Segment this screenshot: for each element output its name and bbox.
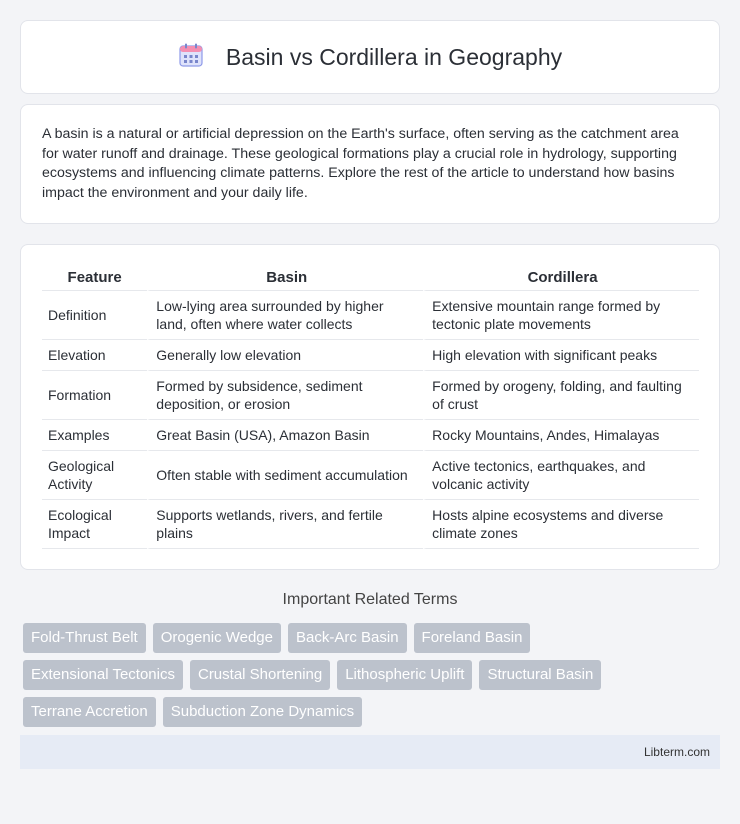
header-card xyxy=(20,20,720,94)
tag-structural-basin[interactable]: Structural Basin xyxy=(479,660,601,690)
tag-row xyxy=(23,697,723,727)
comparison-table xyxy=(42,265,699,549)
cell-basin: Often stable with sediment accumulation xyxy=(147,451,423,500)
tag-row xyxy=(23,660,723,690)
tag-crustal-shortening[interactable]: Crustal Shortening xyxy=(190,660,330,690)
table-row xyxy=(42,500,699,549)
footer xyxy=(20,735,720,769)
cell-feature: Examples xyxy=(42,420,147,451)
tag-subduction-zone-dynamics[interactable]: Subduction Zone Dynamics xyxy=(163,697,362,727)
cell-feature: Ecological Impact xyxy=(42,500,147,549)
cell-feature: Definition xyxy=(42,291,147,340)
cell-cordillera: Formed by orogeny, folding, and faulting of crust xyxy=(423,371,699,420)
tag-lithospheric-uplift[interactable]: Lithospheric Uplift xyxy=(337,660,472,690)
cell-cordillera: Active tectonics, earthquakes, and volcanic activity xyxy=(423,451,699,500)
table-row xyxy=(42,291,699,340)
tag-extensional-tectonics[interactable]: Extensional Tectonics xyxy=(23,660,183,690)
header-cordillera: Cordillera xyxy=(423,265,699,291)
tag-fold-thrust-belt[interactable]: Fold-Thrust Belt xyxy=(23,623,146,653)
cell-cordillera: Hosts alpine ecosystems and diverse climate zones xyxy=(423,500,699,549)
intro-card xyxy=(20,104,720,224)
related-terms-title: Important Related Terms xyxy=(282,591,458,608)
cell-cordillera: Rocky Mountains, Andes, Himalayas xyxy=(423,420,699,451)
cell-feature: Formation xyxy=(42,371,147,420)
table-row xyxy=(42,340,699,371)
tag-foreland-basin[interactable]: Foreland Basin xyxy=(414,623,531,653)
tag-terrane-accretion[interactable]: Terrane Accretion xyxy=(23,697,156,727)
tag-row xyxy=(23,623,723,653)
page-title: Basin vs Cordillera in Geography xyxy=(225,43,563,70)
intro-text: A basin is a natural or artificial depression on the Earth's surface, often serving as the catchment area for water runoff and drainage. These geological formations play a crucial role in hydrology, supporting ecosystems and influencing climate patterns. Explore the rest of the article to understand how basins impact the environment and your daily life. xyxy=(42,126,679,201)
calendar-icon xyxy=(178,42,204,73)
tag-back-arc-basin[interactable]: Back-Arc Basin xyxy=(288,623,407,653)
footer-brand-link[interactable]: Libterm.com xyxy=(643,745,710,759)
cell-cordillera: Extensive mountain range formed by tectonic plate movements xyxy=(423,291,699,340)
cell-cordillera: High elevation with significant peaks xyxy=(423,340,699,371)
cell-basin: Supports wetlands, rivers, and fertile plains xyxy=(147,500,423,549)
cell-feature: Geological Activity xyxy=(42,451,147,500)
cell-feature: Elevation xyxy=(42,340,147,371)
comparison-table-card xyxy=(20,244,720,570)
header-feature: Feature xyxy=(42,265,147,291)
table-row xyxy=(42,420,699,451)
table-header-row xyxy=(42,265,699,291)
tag-orogenic-wedge[interactable]: Orogenic Wedge xyxy=(153,623,281,653)
cell-basin: Formed by subsidence, sediment deposition, or erosion xyxy=(147,371,423,420)
cell-basin: Generally low elevation xyxy=(147,340,423,371)
table-row xyxy=(42,371,699,420)
table-row xyxy=(42,451,699,500)
cell-basin: Low-lying area surrounded by higher land, often where water collects xyxy=(147,291,423,340)
header-basin: Basin xyxy=(147,265,423,291)
cell-basin: Great Basin (USA), Amazon Basin xyxy=(147,420,423,451)
related-terms-tags xyxy=(23,623,723,727)
